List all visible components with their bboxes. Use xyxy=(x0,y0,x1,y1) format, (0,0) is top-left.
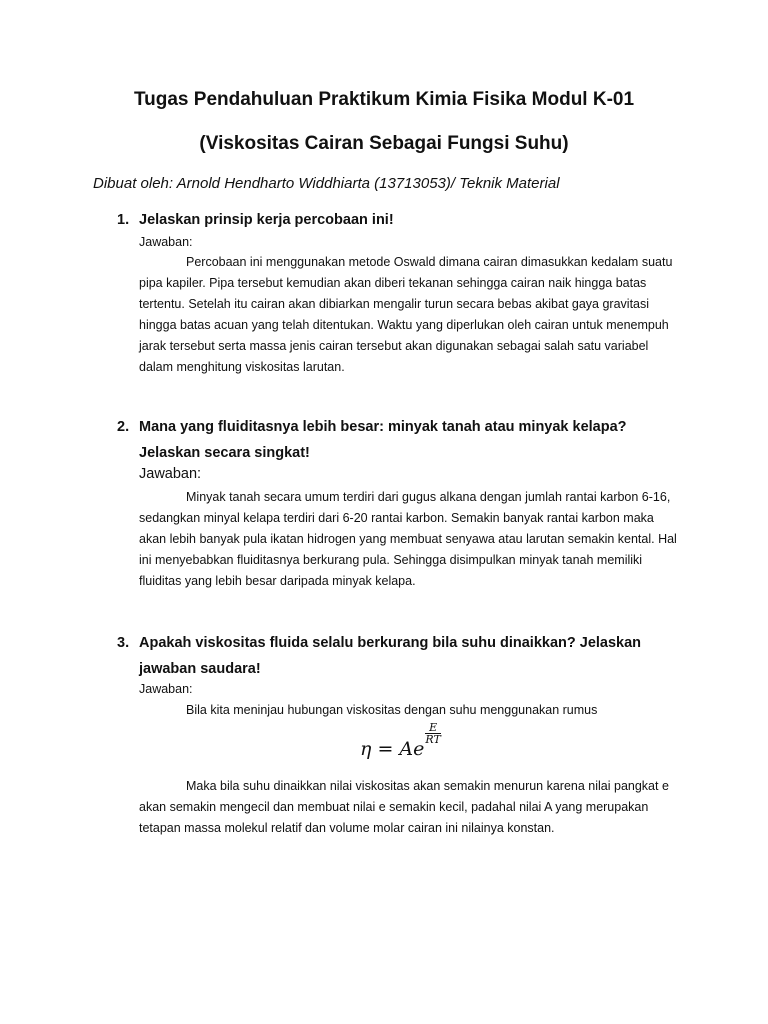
document-title: Tugas Pendahuluan Praktikum Kimia Fisika Modul K-01 xyxy=(133,89,635,110)
question-text-continuation: jawaban saudara! xyxy=(139,661,261,677)
question-text: Mana yang fluiditasnya lebih besar: minyak tanah atau minyak kelapa? xyxy=(139,419,627,435)
question-text-continuation: Jelaskan secara singkat! xyxy=(139,445,310,461)
question-1 xyxy=(117,207,687,233)
formula-lhs: η xyxy=(360,738,372,760)
document-subtitle: (Viskositas Cairan Sebagai Fungsi Suhu) xyxy=(199,133,569,154)
question-text: Apakah viskositas fluida selalu berkurang bila suhu dinaikkan? Jelaskan xyxy=(139,635,642,651)
question-3 xyxy=(117,630,687,682)
answer-text: Maka bila suhu dinaikkan nilai viskositas akan semakin menurun karena nilai pangkat e akan semakin mengecil dan membuat nilai e semakin kecil, padahal nilai A yang merupakan tetapan massa molekul relatif dan volume molar cairan ini nilainya konstan. xyxy=(139,779,669,835)
formula-exponent xyxy=(425,722,440,745)
answer-label: Jawaban: xyxy=(139,235,193,249)
question-number: 2. xyxy=(117,419,130,435)
question-text: Jelaskan prinsip kerja percobaan ini! xyxy=(139,212,394,228)
formula-base: Ae xyxy=(399,738,425,760)
formula-equals: = xyxy=(377,738,394,760)
author-line: Dibuat oleh: Arnold Hendharto Widdhiarta (13713053)/ Teknik Material xyxy=(93,175,560,192)
viscosity-formula xyxy=(360,722,441,760)
answer-label: Jawaban: xyxy=(139,682,193,696)
answer-text: Minyak tanah secara umum terdiri dari gugus alkana dengan jumlah rantai karbon 6-16, sedangkan minyal kelapa terdiri dari 6-20 rantai karbon. Semakin banyak rantai karbon maka akan lebih banyak pula ikatan hidrogen yang membuat senyawa atau larutan semakin kental. Hal ini menyebabkan fluiditasnya berkurang pula. Sehingga disimpulkan minyak tanah memiliki fluiditas yang lebih besar daripada minyak kelapa. xyxy=(139,490,677,588)
answer-label: Jawaban: xyxy=(139,466,202,482)
formula-exponent-numerator: E xyxy=(429,721,438,734)
question-number: 1. xyxy=(117,212,130,228)
formula-exponent-denominator: RT xyxy=(425,733,441,746)
question-number: 3. xyxy=(117,635,130,651)
question-2 xyxy=(117,414,687,466)
answer-text: Percobaan ini menggunakan metode Oswald dimana cairan dimasukkan kedalam suatu pipa kapiler. Pipa tersebut kemudian akan diberi tekanan sehingga cairan naik hingga batas tertentu. Setelah itu cairan akan dibiarkan mengalir turun secara bebas akibat gaya gravitasi hingga batas acuan yang telah ditentukan. Waktu yang diperlukan oleh cairan untuk menempuh jarak tersebut serta massa jenis cairan tersebut akan digunakan sebagai salah satu variabel dalam menghitung viskositas larutan. xyxy=(139,255,673,374)
answer-intro: Bila kita meninjau hubungan viskositas dengan suhu menggunakan rumus xyxy=(186,703,598,717)
